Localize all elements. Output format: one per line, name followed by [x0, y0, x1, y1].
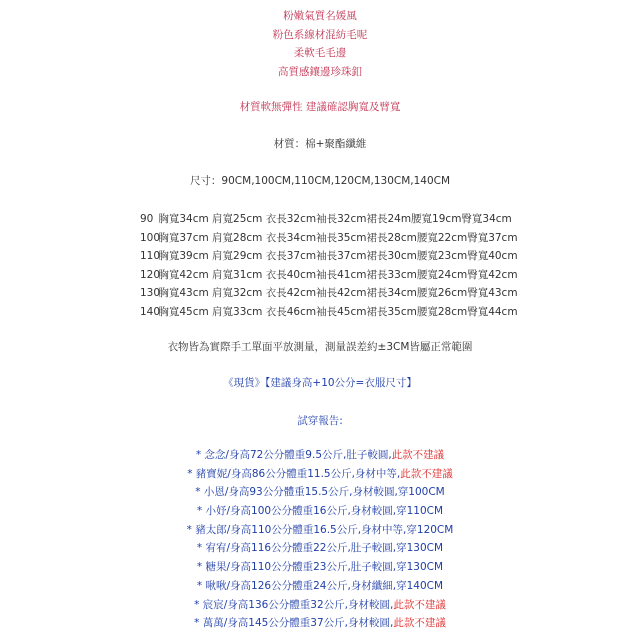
intro-line: 柔軟毛毛邊	[293, 47, 347, 59]
size-table	[140, 210, 518, 321]
report-item	[0, 521, 640, 540]
report-warning: 此款不建議	[393, 617, 446, 630]
size-row	[140, 266, 518, 285]
report-text: * 啾啾/身高126公分體重24公斤,身材纖細,穿140CM	[196, 579, 444, 592]
size-measurements: 胸寬37cm 肩寬28cm 衣長34cm袖長35cm裙長28cm腰寬22cm臀寬37cm	[158, 231, 518, 244]
stock-note: 《現貨》【建議身高+10公分=衣服尺寸】	[223, 377, 417, 389]
intro-line: 粉嫩氣質名媛風	[283, 10, 357, 22]
size-measurements: 胸寬39cm 肩寬29cm 衣長37cm袖長37cm裙長30cm腰寬23cm臀寬40cm	[158, 250, 518, 262]
report-text: * 豬寶妮/身高86公分體重11.5公斤,身材中等,	[187, 467, 401, 480]
report-text: * 豬太郎/身高110公分體重16.5公斤,身材中等,穿120CM	[186, 523, 454, 536]
material-note: 材質軟無彈性 建議確認胸寬及臂寬	[239, 101, 401, 113]
size-measurements: 胸寬43cm 肩寬32cm 衣長42cm袖長42cm裙長34cm腰寬26cm臀寬43cm	[158, 287, 518, 299]
size-measurements: 胸寬42cm 肩寬31cm 衣長40cm袖長41cm裙長33cm腰寬24cm臀寬42cm	[158, 268, 518, 281]
report-item	[0, 596, 640, 615]
report-text: * 念念/身高72公分體重9.5公斤,肚子較圓,	[195, 449, 392, 461]
report-item	[0, 446, 640, 465]
report-item	[0, 558, 640, 577]
intro-lines	[0, 7, 640, 81]
report-item	[0, 539, 640, 558]
report-item	[0, 577, 640, 596]
report-text: * 小妤/身高100公分體重16公斤,身材較圓,穿110CM	[196, 505, 444, 518]
size-row	[140, 229, 518, 248]
report-warning: 此款不建議	[391, 449, 445, 461]
size-row	[140, 303, 518, 322]
report-item	[0, 465, 640, 484]
intro-line: 高質感鑲邊珍珠釦	[278, 65, 362, 78]
report-text: * 糖果/身高110公分體重23公斤,肚子較圓,穿130CM	[196, 561, 444, 574]
material-line: 材質：棉+聚酯纖維	[273, 138, 367, 150]
report-text: * 小恩/身高93公分體重15.5公斤,身材較圓,穿100CM	[195, 486, 445, 499]
report-text: * 宸宸/身高136公分體重32公斤,身材較圓,	[194, 598, 394, 611]
report-title: 試穿報告:	[297, 415, 343, 427]
size-label: 140	[140, 305, 161, 318]
size-label: 100	[140, 231, 161, 244]
report-item	[0, 614, 640, 633]
intro-line: 粉色系線材混紡毛呢	[272, 28, 368, 41]
report-text: * 萬萬/身高145公分體重37公斤,身材較圓,	[194, 617, 394, 630]
report-warning: 此款不建議	[400, 467, 453, 480]
fitting-reports	[0, 446, 640, 633]
report-warning: 此款不建議	[393, 598, 446, 611]
size-measurements: 胸寬45cm 肩寬33cm 衣長46cm袖長45cm裙長35cm腰寬28cm臀寬44cm	[158, 305, 518, 318]
size-label: 130	[140, 287, 161, 299]
size-label: 120	[140, 268, 161, 281]
size-measurements: 胸寬34cm 肩寬25cm 衣長32cm袖長32cm裙長24m腰寬19cm臀寬34cm	[158, 213, 512, 225]
report-item	[0, 502, 640, 521]
report-item	[0, 483, 640, 502]
sizes-line: 尺寸：90CM,100CM,110CM,120CM,130CM,140CM	[189, 175, 451, 187]
size-row	[140, 284, 518, 303]
report-text: * 宥宥/身高116公分體重22公斤,肚子較圓,穿130CM	[196, 542, 444, 555]
measure-note: 衣物皆為實際手工單面平放測量，測量誤差約±3CM皆屬正常範圍	[167, 341, 473, 353]
size-row	[140, 247, 518, 266]
size-label: 90	[140, 213, 154, 225]
size-label: 110	[140, 250, 161, 262]
size-row	[140, 210, 518, 229]
